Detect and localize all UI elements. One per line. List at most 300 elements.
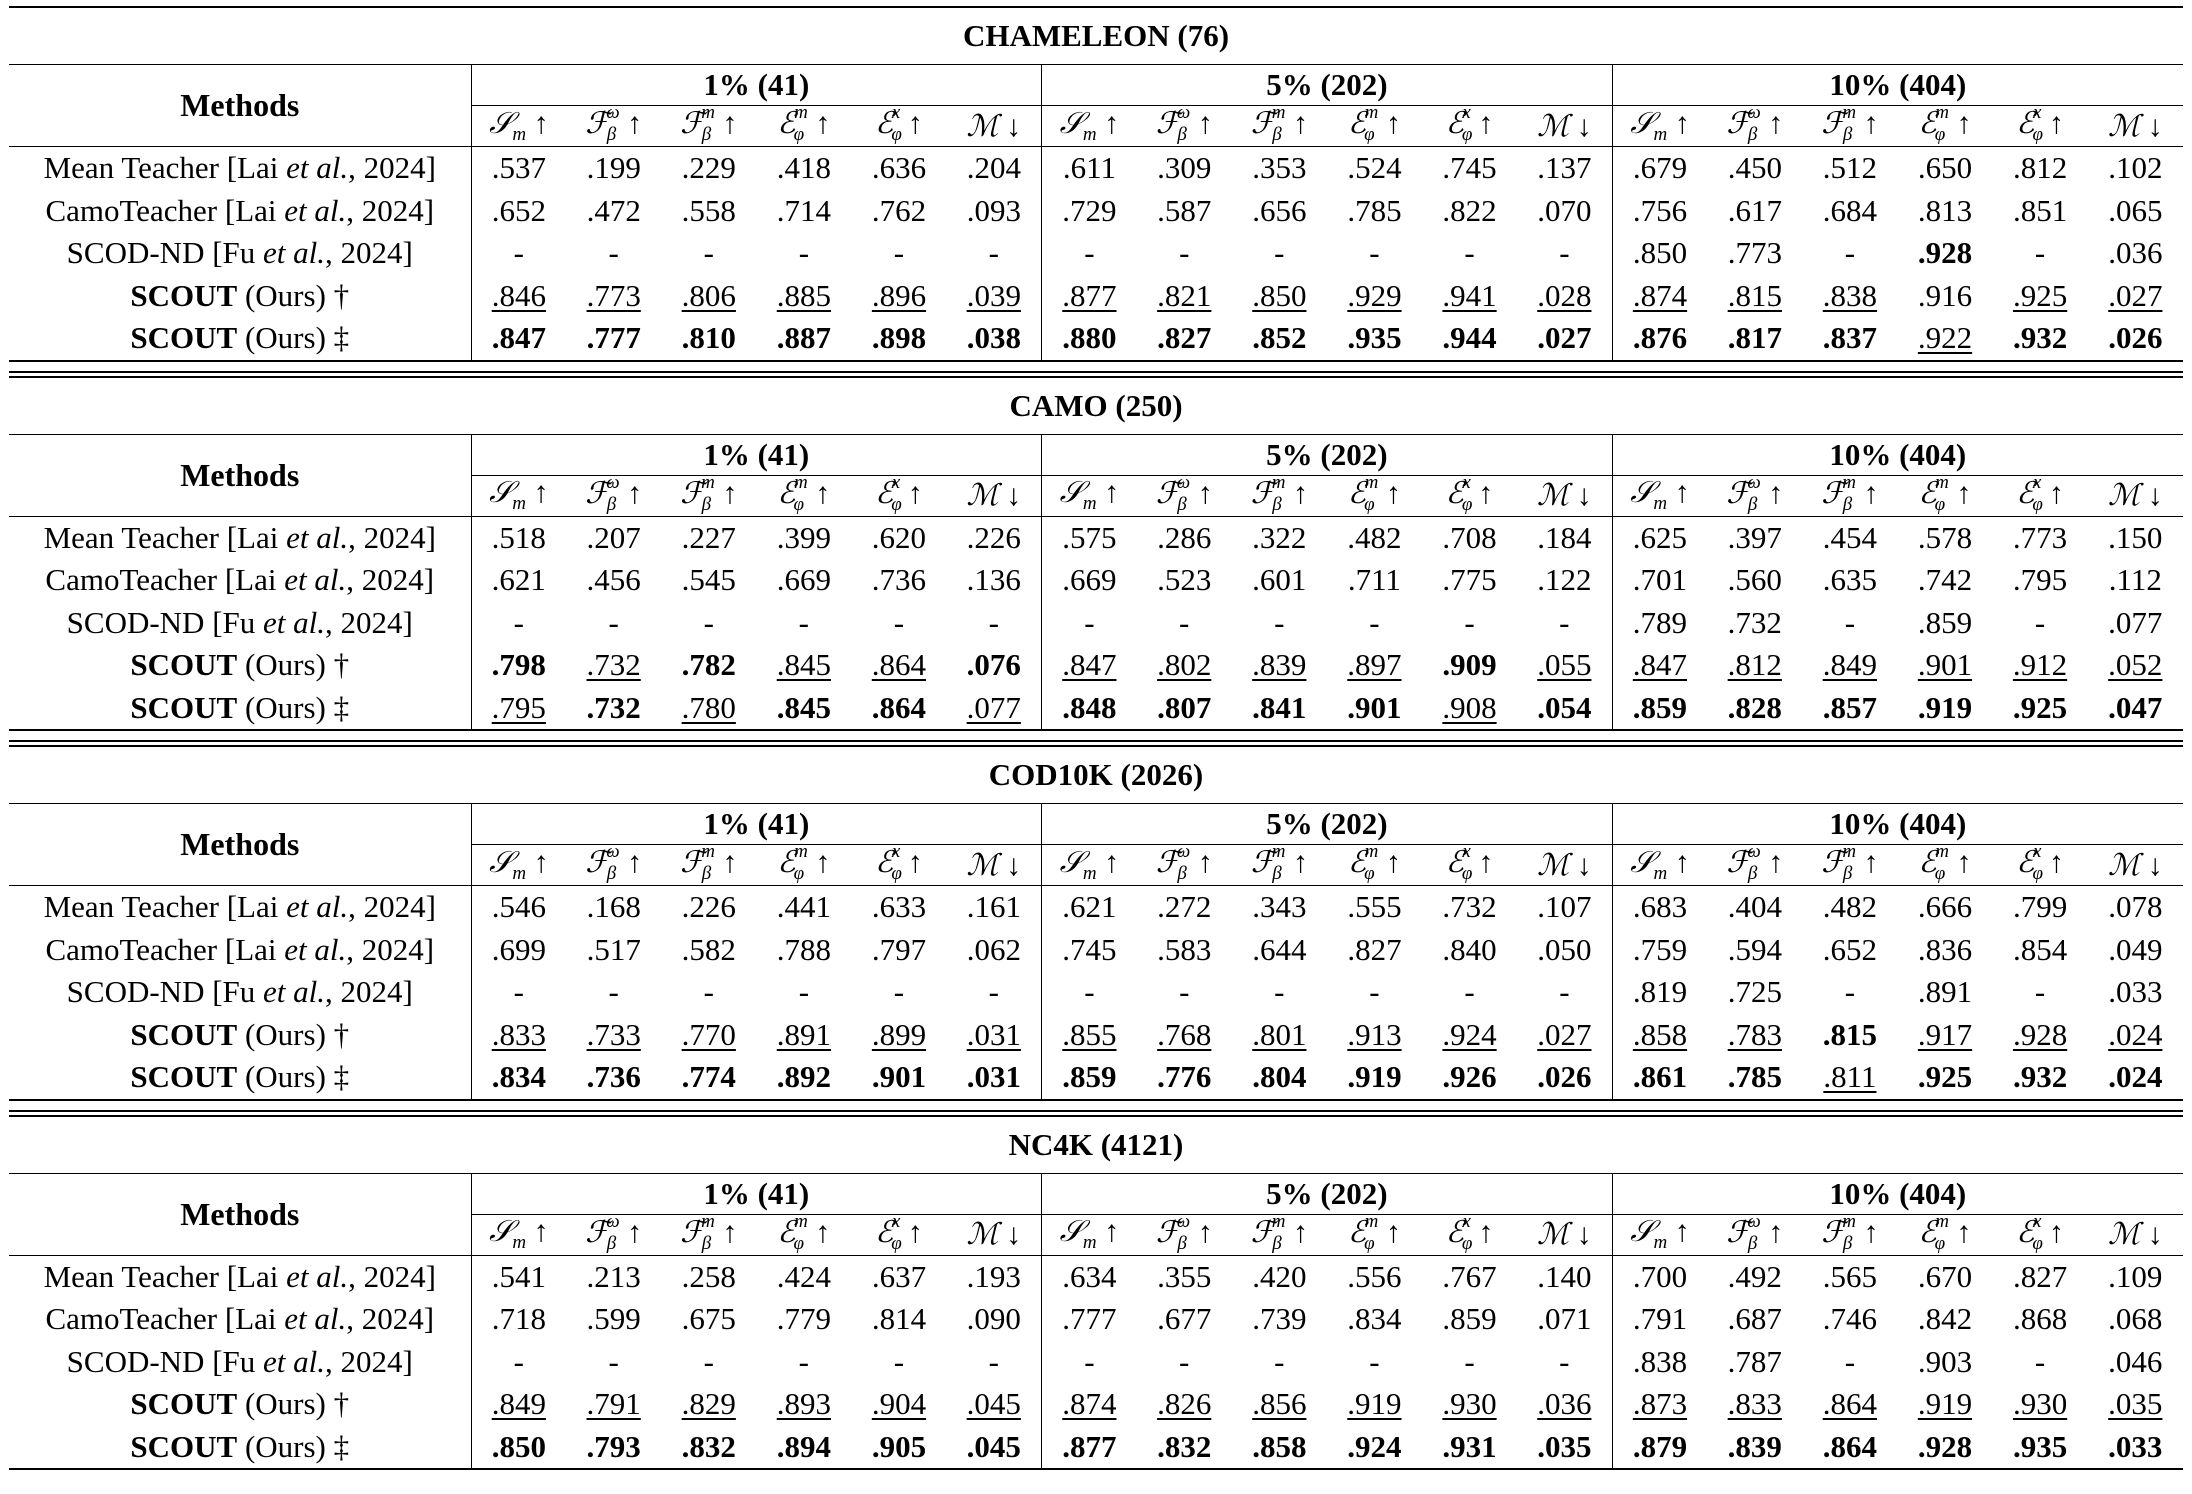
- metric-cell: [1707, 971, 1802, 1014]
- metric-cell: [1802, 232, 1897, 275]
- cell-value: .736: [871, 562, 927, 598]
- metric-cell: [661, 1255, 756, 1298]
- cell-value: .880: [1062, 320, 1117, 356]
- metric-cell: [1137, 1341, 1232, 1384]
- metric-header: ℰ$_\varphi^m$ ↑: [756, 475, 851, 516]
- cell-value: .832: [681, 1428, 736, 1464]
- cell-value: .932: [2012, 1059, 2068, 1095]
- cell-value: .027: [1537, 1016, 1592, 1052]
- cell-value: .851: [2012, 192, 2068, 228]
- cell-value: .611: [1062, 150, 1116, 186]
- metric-header: ℰ$_\varphi^x$ ↑: [1422, 1214, 1517, 1255]
- method-name-bold: SCOUT: [130, 1386, 238, 1422]
- metric-cell: [1137, 929, 1232, 972]
- cell-value: -: [1369, 235, 1380, 271]
- metric-cell: [756, 559, 851, 602]
- metric-cell: [2088, 644, 2183, 687]
- metric-cell: [2088, 559, 2183, 602]
- cell-value: .798: [491, 647, 546, 683]
- metric-cell: [1517, 971, 1612, 1014]
- metric-cell: [1802, 1014, 1897, 1057]
- metric-cell: [1422, 1014, 1517, 1057]
- cell-value: .842: [1917, 1301, 1973, 1337]
- metric-cell: [947, 275, 1042, 318]
- method-name-text: CamoTeacher [Lai: [45, 931, 285, 967]
- metric-cell: [1042, 971, 1137, 1014]
- cell-value: .909: [1442, 647, 1497, 683]
- cell-value: .858: [1252, 1428, 1307, 1464]
- method-name-bold: SCOUT: [130, 689, 238, 725]
- metric-header: ℱ$_\beta^m$ ↑: [661, 475, 756, 516]
- dataset-title: COD10K (2026): [9, 747, 2183, 804]
- method-name-year: , 2024]: [325, 1343, 413, 1379]
- cell-value: -: [798, 1343, 809, 1379]
- metric-cell: [1042, 232, 1137, 275]
- metric-cell: [756, 190, 851, 233]
- metric-cell: [1137, 886, 1232, 929]
- method-name: [9, 317, 471, 361]
- method-name-text: CamoTeacher [Lai: [45, 192, 285, 228]
- cell-value: .840: [1442, 931, 1497, 967]
- cell-value: .850: [491, 1428, 546, 1464]
- method-name: [9, 1383, 471, 1426]
- cell-value: .077: [966, 689, 1021, 725]
- metric-cell: [1707, 1056, 1802, 1100]
- cell-value: -: [1559, 235, 1570, 271]
- method-name: [9, 559, 471, 602]
- metric-cell: [661, 644, 756, 687]
- cell-value: .833: [1727, 1386, 1782, 1422]
- method-name-etal: et al.: [284, 192, 347, 228]
- cell-value: .864: [1822, 1386, 1877, 1422]
- metric-cell: [1137, 190, 1232, 233]
- metric-header: ℳ ↓: [2088, 475, 2183, 516]
- metric-cell: [1802, 559, 1897, 602]
- cell-value: .036: [2108, 235, 2163, 271]
- metric-cell: [756, 1255, 851, 1298]
- cell-value: .812: [1727, 647, 1782, 683]
- metric-cell: [471, 687, 566, 731]
- cell-value: -: [893, 604, 905, 640]
- cell-value: .035: [1537, 1428, 1592, 1464]
- method-name: [9, 971, 471, 1014]
- metric-cell: [1802, 317, 1897, 361]
- cell-value: .827: [1157, 320, 1212, 356]
- metric-cell: [1897, 232, 1992, 275]
- metric-cell: [1802, 1298, 1897, 1341]
- metric-cell: [1993, 1383, 2088, 1426]
- cell-value: .652: [491, 192, 546, 228]
- cell-value: .742: [1917, 562, 1973, 598]
- metric-cell: [566, 1341, 661, 1384]
- metric-cell: [946, 644, 1041, 687]
- metric-cell: [1707, 275, 1802, 318]
- cell-value: .699: [491, 931, 546, 967]
- cell-value: .634: [1062, 1258, 1117, 1294]
- metric-cell: [1327, 147, 1422, 190]
- metric-cell: [1897, 886, 1992, 929]
- metric-cell: [471, 602, 566, 645]
- cell-value: .931: [1442, 1428, 1497, 1464]
- metric-cell: [1517, 1056, 1612, 1100]
- cell-value: .780: [681, 689, 736, 725]
- metric-header: ℳ ↓: [2088, 845, 2183, 886]
- cell-value: .802: [1157, 647, 1212, 683]
- cell-value: .456: [586, 562, 641, 598]
- method-name-text: Mean Teacher [Lai: [43, 889, 287, 925]
- metric-cell: [1422, 971, 1517, 1014]
- metric-cell: [851, 1383, 946, 1426]
- metric-cell: [756, 516, 851, 559]
- metric-cell: [2088, 147, 2183, 190]
- cell-value: .832: [1157, 1428, 1212, 1464]
- metric-cell: [1137, 971, 1232, 1014]
- group-header: 5% (202): [1042, 434, 1613, 475]
- cell-value: .891: [1917, 974, 1973, 1010]
- metric-cell: [947, 1056, 1042, 1100]
- cell-value: .739: [1252, 1301, 1307, 1337]
- cell-value: .578: [1917, 519, 1973, 555]
- double-rule-divider: [9, 1110, 2183, 1117]
- metric-cell: [1517, 1426, 1612, 1470]
- metric-cell: [1232, 190, 1327, 233]
- cell-value: .033: [2108, 974, 2163, 1010]
- metric-header: ℱ$_\beta^\omega$ ↑: [566, 1214, 661, 1255]
- cell-value: .482: [1347, 519, 1402, 555]
- cell-value: .050: [1537, 931, 1592, 967]
- cell-value: -: [1844, 235, 1856, 271]
- cell-value: .868: [2012, 1301, 2068, 1337]
- method-name-etal: et al.: [263, 1343, 326, 1379]
- cell-value: .874: [1632, 277, 1688, 313]
- metric-cell: [946, 1341, 1041, 1384]
- cell-value: -: [1464, 974, 1475, 1010]
- cell-value: .873: [1632, 1386, 1688, 1422]
- metric-cell: [471, 1056, 566, 1100]
- metric-cell: [1802, 1255, 1897, 1298]
- metric-cell: [661, 1341, 756, 1384]
- metric-cell: [1897, 929, 1992, 972]
- metric-header: ℱ$_\beta^m$ ↑: [1802, 106, 1897, 147]
- metric-cell: [566, 929, 661, 972]
- cell-value: .454: [1822, 519, 1877, 555]
- metric-cell: [1993, 971, 2088, 1014]
- metric-cell: [1042, 317, 1137, 361]
- cell-value: .804: [1252, 1059, 1307, 1095]
- cell-value: .684: [1822, 192, 1878, 228]
- metric-cell: [756, 1298, 851, 1341]
- cell-value: .782: [681, 647, 736, 683]
- metric-cell: [566, 971, 661, 1014]
- metric-cell: [1422, 147, 1517, 190]
- cell-value: .027: [1537, 320, 1592, 356]
- metric-header: ℱ$_\beta^\omega$ ↑: [1137, 1214, 1232, 1255]
- metric-cell: [1802, 275, 1897, 318]
- metric-header: 𝒮$_m$ ↑: [1042, 845, 1137, 886]
- metric-cell: [1232, 232, 1327, 275]
- cell-value: .683: [1632, 889, 1688, 925]
- method-name-text: (Ours) †: [237, 1386, 350, 1422]
- cell-value: .893: [776, 1386, 831, 1422]
- metric-cell: [1993, 275, 2088, 318]
- method-name-text: (Ours) ‡: [237, 689, 350, 725]
- metric-cell: [1517, 929, 1612, 972]
- metric-cell: [1327, 317, 1422, 361]
- cell-value: .899: [871, 1016, 927, 1052]
- metric-cell: [1327, 232, 1422, 275]
- method-name-year: , 2024]: [348, 1258, 436, 1294]
- metric-header: ℰ$_\varphi^x$ ↑: [1422, 106, 1517, 147]
- metric-header: ℰ$_\varphi^x$ ↑: [1993, 106, 2088, 147]
- metric-cell: [947, 317, 1042, 361]
- metric-cell: [1232, 275, 1327, 318]
- cell-value: .815: [1727, 277, 1782, 313]
- cell-value: .773: [2012, 519, 2068, 555]
- metric-cell: [1517, 232, 1612, 275]
- cell-value: .859: [1062, 1059, 1117, 1095]
- metric-header: ℱ$_\beta^m$ ↑: [1232, 106, 1327, 147]
- metric-cell: [471, 971, 566, 1014]
- metric-cell: [1897, 644, 1992, 687]
- metric-cell: [2088, 317, 2183, 361]
- metric-header: ℰ$_\varphi^x$ ↑: [1993, 1214, 2088, 1255]
- cell-value: .876: [1632, 320, 1688, 356]
- metric-cell: [1897, 147, 1992, 190]
- metric-cell: [566, 190, 661, 233]
- cell-value: .838: [1822, 277, 1878, 313]
- cell-value: .399: [776, 519, 831, 555]
- cell-value: .806: [681, 277, 736, 313]
- method-name-etal: et al.: [286, 889, 349, 925]
- metric-cell: [1897, 559, 1992, 602]
- metric-cell: [1707, 886, 1802, 929]
- metric-cell: [1232, 1426, 1327, 1470]
- cell-value: -: [893, 235, 905, 271]
- metric-cell: [756, 275, 851, 318]
- metric-cell: [1993, 1426, 2088, 1470]
- cell-value: .922: [1917, 320, 1973, 356]
- cell-value: .546: [491, 889, 546, 925]
- cell-value: .272: [1157, 889, 1212, 925]
- cell-value: -: [893, 974, 905, 1010]
- cell-value: .779: [776, 1301, 831, 1337]
- cell-value: -: [703, 604, 714, 640]
- metric-cell: [566, 232, 661, 275]
- method-name-year: , 2024]: [348, 519, 436, 555]
- metric-cell: [1232, 1056, 1327, 1100]
- metric-cell: [1897, 1056, 1992, 1100]
- metric-cell: [1042, 559, 1137, 602]
- metric-cell: [1802, 516, 1897, 559]
- metric-cell: [1897, 687, 1992, 731]
- metric-cell: [756, 1056, 851, 1100]
- metric-cell: [1042, 275, 1137, 318]
- method-name-year: , 2024]: [325, 604, 413, 640]
- cell-value: .777: [1062, 1301, 1117, 1337]
- cell-value: -: [1084, 235, 1095, 271]
- metric-cell: [756, 1383, 851, 1426]
- cell-value: .666: [1917, 889, 1973, 925]
- cell-value: -: [893, 1343, 905, 1379]
- metric-cell: [1422, 1056, 1517, 1100]
- metric-cell: [1422, 886, 1517, 929]
- metric-cell: [1897, 602, 1992, 645]
- cell-value: .031: [966, 1016, 1021, 1052]
- cell-value: .864: [871, 647, 927, 683]
- cell-value: .226: [966, 519, 1021, 555]
- cell-value: .795: [491, 689, 546, 725]
- metric-cell: [1422, 602, 1517, 645]
- metric-cell: [1897, 275, 1992, 318]
- cell-value: .852: [1252, 320, 1307, 356]
- cell-value: .077: [2108, 604, 2163, 640]
- method-name: [9, 232, 471, 275]
- cell-value: .859: [1917, 604, 1973, 640]
- cell-value: .524: [1347, 150, 1402, 186]
- metric-cell: [2088, 1383, 2183, 1426]
- metric-cell: [2088, 971, 2183, 1014]
- table-row: [9, 317, 2183, 361]
- cell-value: .687: [1727, 1301, 1782, 1337]
- cell-value: .708: [1442, 519, 1497, 555]
- metric-cell: [566, 1255, 661, 1298]
- cell-value: -: [513, 604, 524, 640]
- cell-value: .028: [1537, 277, 1592, 313]
- metric-cell: [1232, 602, 1327, 645]
- cell-value: .859: [1632, 689, 1688, 725]
- metric-cell: [661, 559, 756, 602]
- metric-cell: [1993, 644, 2088, 687]
- group-header: 5% (202): [1042, 1173, 1613, 1214]
- metric-header: ℳ ↓: [1517, 475, 1612, 516]
- method-name: [9, 1056, 471, 1100]
- cell-value: .039: [966, 277, 1021, 313]
- cell-value: .925: [1917, 1059, 1973, 1095]
- metric-cell: [851, 971, 946, 1014]
- cell-value: .583: [1157, 931, 1212, 967]
- cell-value: .418: [776, 150, 831, 186]
- metric-cell: [2088, 687, 2183, 731]
- results-table: [9, 747, 2183, 1101]
- metric-header: ℱ$_\beta^m$ ↑: [1232, 1214, 1327, 1255]
- cell-value: -: [1464, 604, 1475, 640]
- metric-header: ℰ$_\varphi^x$ ↑: [1993, 475, 2088, 516]
- cell-value: .078: [2108, 889, 2163, 925]
- cell-value: -: [1559, 1343, 1570, 1379]
- cell-value: .184: [1537, 519, 1592, 555]
- metric-cell: [947, 1014, 1042, 1057]
- group-header: 1% (41): [471, 1173, 1042, 1214]
- cell-value: .168: [586, 889, 641, 925]
- metric-cell: [471, 275, 566, 318]
- method-name-text: (Ours) ‡: [237, 1059, 350, 1095]
- metric-header: 𝒮$_m$ ↑: [1042, 475, 1137, 516]
- double-rule-divider: [9, 740, 2183, 747]
- metric-cell: [1612, 1383, 1707, 1426]
- method-name-year: , 2024]: [325, 974, 413, 1010]
- cell-value: .904: [871, 1386, 927, 1422]
- cell-value: .625: [1632, 519, 1688, 555]
- cell-value: .874: [1062, 1386, 1117, 1422]
- cell-value: .729: [1062, 192, 1117, 228]
- cell-value: .797: [871, 931, 927, 967]
- cell-value: .036: [1537, 1386, 1592, 1422]
- metric-cell: [1612, 1056, 1707, 1100]
- table-row: [9, 602, 2183, 645]
- metric-cell: [1042, 1426, 1137, 1470]
- cell-value: .903: [1917, 1343, 1973, 1379]
- metric-cell: [1042, 929, 1137, 972]
- cell-value: .746: [1822, 1301, 1877, 1337]
- metric-cell: [2088, 602, 2183, 645]
- metric-cell: [1612, 516, 1707, 559]
- metric-cell: [661, 516, 756, 559]
- metric-cell: [1612, 275, 1707, 318]
- metric-header: ℳ ↓: [947, 106, 1042, 147]
- method-name-year: , 2024]: [346, 562, 435, 598]
- cell-value: .594: [1727, 931, 1782, 967]
- cell-value: .517: [586, 931, 641, 967]
- metric-header: ℰ$_\varphi^m$ ↑: [756, 106, 851, 147]
- metric-cell: [1327, 1056, 1422, 1100]
- cell-value: .076: [966, 647, 1021, 683]
- cell-value: .773: [1727, 235, 1782, 271]
- cell-value: -: [798, 235, 810, 271]
- cell-value: -: [1084, 1343, 1095, 1379]
- table-row: [9, 190, 2183, 233]
- metric-cell: [566, 317, 661, 361]
- cell-value: .919: [1917, 689, 1973, 725]
- cell-value: .858: [1632, 1016, 1688, 1052]
- cell-value: .732: [1727, 604, 1782, 640]
- cell-value: -: [1084, 604, 1095, 640]
- method-name-year: , 2024]: [346, 192, 435, 228]
- table-row: [9, 275, 2183, 318]
- cell-value: .819: [1632, 974, 1688, 1010]
- group-header: 5% (202): [1042, 804, 1613, 845]
- results-table: [9, 378, 2183, 732]
- metric-header: ℳ ↓: [1517, 845, 1612, 886]
- metric-cell: [1422, 1255, 1517, 1298]
- metric-header: 𝒮$_m$ ↑: [471, 845, 566, 886]
- cell-value: .122: [1537, 562, 1592, 598]
- results-table-stack: [9, 6, 2183, 1470]
- cell-value: .052: [2108, 647, 2163, 683]
- metric-cell: [2088, 232, 2183, 275]
- cell-value: .861: [1632, 1059, 1688, 1095]
- cell-value: .732: [586, 689, 641, 725]
- metric-cell: [2088, 1298, 2183, 1341]
- metric-cell: [2088, 275, 2183, 318]
- cell-value: .827: [1347, 931, 1402, 967]
- metric-cell: [1517, 1255, 1612, 1298]
- cell-value: .745: [1442, 150, 1497, 186]
- metric-cell: [1612, 147, 1707, 190]
- table-row: [9, 147, 2183, 190]
- metric-cell: [471, 317, 566, 361]
- group-header: 10% (404): [1612, 65, 2183, 106]
- metric-cell: [756, 644, 851, 687]
- metric-cell: [471, 232, 566, 275]
- group-header: 1% (41): [471, 65, 1042, 106]
- cell-value: .905: [871, 1428, 927, 1464]
- method-name-bold: SCOUT: [130, 1428, 238, 1464]
- cell-value: .919: [1347, 1386, 1402, 1422]
- cell-value: .736: [586, 1059, 641, 1095]
- metric-header: ℰ$_\varphi^x$ ↑: [851, 845, 946, 886]
- cell-value: -: [2034, 1343, 2046, 1379]
- cell-value: .404: [1727, 889, 1782, 925]
